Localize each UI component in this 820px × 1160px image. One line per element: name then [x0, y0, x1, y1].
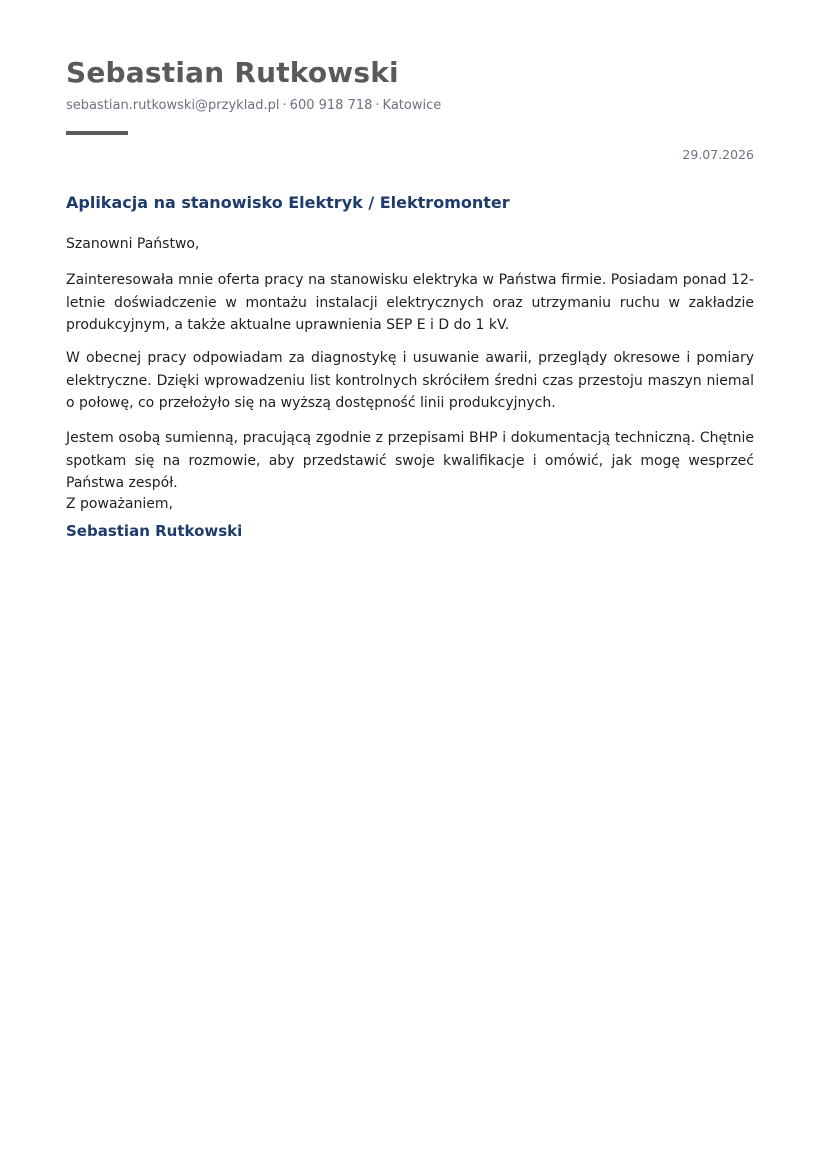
body-paragraph-1: Zainteresowała mnie oferta pracy na stanowisku elektryka w Państwa firmie. Posiadam ponad 12-letnie doświadczenie w montażu instalacji elektrycznych oraz utrzymaniu ruchu w zakładzie produkcyjnym, a także aktualne uprawnienia SEP E i D do 1 kV.	[66, 272, 754, 333]
city-text: Katowice	[382, 98, 442, 113]
letter-subject: Aplikacja na stanowisko Elektryk / Elektromonter	[66, 193, 510, 212]
signature-name: Sebastian Rutkowski	[66, 522, 243, 540]
salutation: Szanowni Państwo,	[66, 236, 200, 252]
letter-date: 29.07.2026	[682, 147, 754, 162]
header-divider	[66, 131, 128, 135]
body-paragraph-3: Jestem osobą sumienną, pracującą zgodnie z przepisami BHP i dokumentacją techniczną. Chętnie spotkam się na rozmowie, aby przedstawić swoje kwalifikacje i omówić, jak mogę wesprzeć Państwa zespół.	[66, 430, 754, 491]
body-paragraph-2: W obecnej pracy odpowiadam za diagnostykę i usuwanie awarii, przeglądy okresowe i pomiary elektryczne. Dzięki wprowadzeniu list kontrolnych skróciłem średni czas przestoju maszyn niemal o połowę, co przełożyło się na wyższą dostępność linii produkcyjnych.	[66, 350, 754, 411]
closing: Z poważaniem,	[66, 496, 173, 512]
separator: ·	[282, 98, 287, 113]
sender-name: Sebastian Rutkowski	[66, 56, 399, 89]
separator: ·	[375, 98, 380, 113]
phone-text: 600 918 718	[289, 98, 373, 113]
email-text: sebastian.rutkowski@przyklad.pl	[66, 98, 280, 113]
contact-line	[66, 98, 441, 113]
